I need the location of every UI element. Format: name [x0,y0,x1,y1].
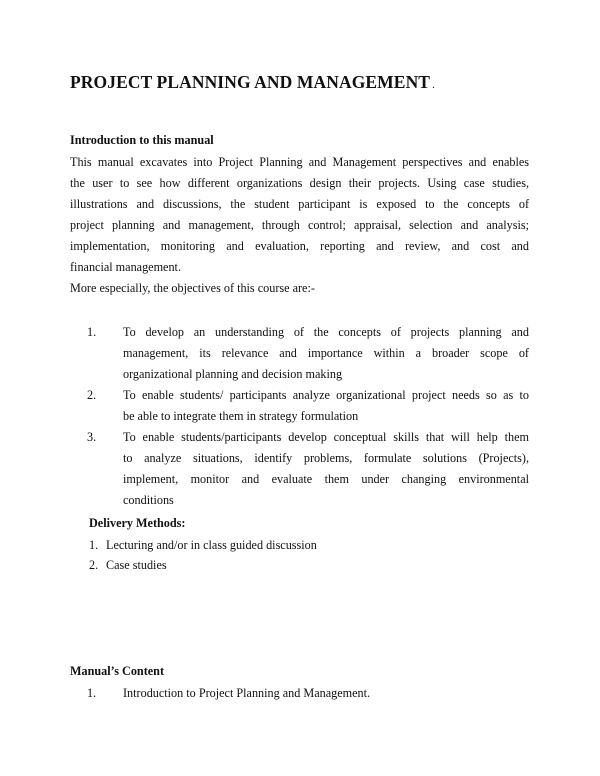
delivery-text: Case studies [106,558,167,572]
objective-line: organizational planning and decision making [123,367,343,381]
objective-line: be able to integrate them in strategy formulation [123,409,359,423]
objective-number: 1. [87,325,97,339]
delivery-number: 1. [89,538,99,552]
page-title-text: PROJECT PLANNING AND MANAGEMENT [70,72,431,92]
page-title-dot: . [432,79,435,91]
objective-text [123,427,529,511]
content-number: 1. [87,686,97,700]
intro-paragraph [70,152,529,278]
objective-number: 3. [87,430,97,444]
intro-line: This manual excavates into Project Planning and Management perspectives and enables [70,155,529,169]
objective-line: conditions [123,493,174,507]
intro-line: project planning and management, through control; appraisal, selection and analysis; [70,218,529,232]
content-text: Introduction to Project Planning and Management. [123,686,371,700]
delivery-number: 2. [89,558,99,572]
objective-line: implement, monitor and evaluate them under changing environmental [123,472,529,486]
intro-line: financial management. [70,260,181,274]
objective-text [123,322,529,385]
objective-line: To enable students/participants develop conceptual skills that will help them [123,430,529,444]
objective-line: To enable students/ participants analyze organizational project needs so as to [123,388,529,402]
intro-line: implementation, monitoring and evaluation, reporting and review, and cost and [70,239,529,253]
content-heading: Manual’s Content [70,664,165,678]
objective-line: To develop an understanding of the concepts of projects planning and [123,325,529,339]
objectives-lead-in: More especially, the objectives of this course are:- [70,281,315,295]
objective-number: 2. [87,388,97,402]
objective-text [123,385,529,427]
delivery-text: Lecturing and/or in class guided discussion [106,538,317,552]
delivery-heading: Delivery Methods: [89,516,186,530]
intro-heading: Introduction to this manual [70,133,214,147]
objective-line: management, its relevance and importance within a broader scope of [123,346,529,360]
objective-line: to analyze situations, identify problems, formulate solutions (Projects), [123,451,529,465]
intro-line: illustrations and discussions, the student participant is exposed to the concepts of [70,197,529,211]
page-title [70,72,435,93]
intro-line: the user to see how different organizations design their projects. Using case studies, [70,176,529,190]
